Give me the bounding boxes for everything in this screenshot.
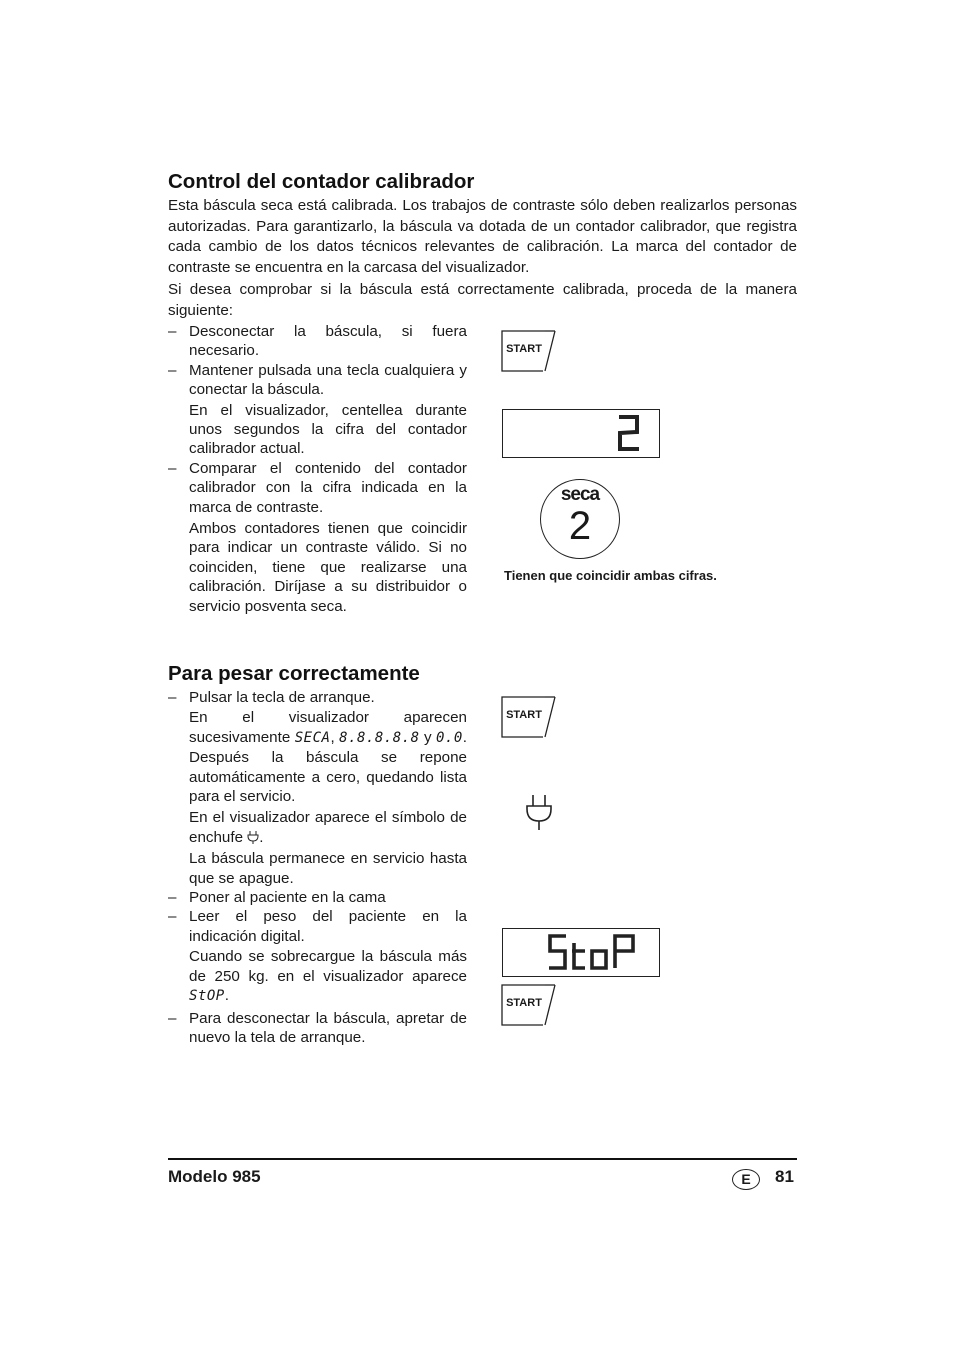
step-text: Desconectar la báscula, si fuera necesario. — [189, 323, 467, 360]
seal-caption: Tienen que coincidir ambas cifras. — [504, 568, 717, 583]
step-note — [168, 808, 467, 847]
list-item — [168, 322, 467, 361]
list-dash: – — [168, 459, 177, 477]
lcd-eights: 8.8.8.8.8 — [339, 729, 420, 746]
seal-number: 2 — [568, 504, 592, 548]
step-text: Pulsar la tecla de arranque. — [189, 689, 375, 706]
list-item — [168, 688, 467, 707]
step-note — [168, 947, 467, 1006]
plug-icon — [247, 830, 259, 844]
seal-brand: seca — [560, 484, 600, 505]
intro-paragraph: Esta báscula seca está calibrada. Los trabajos de contraste sólo deben realizarlos personas autorizadas. Para garantizarlo, la báscula va dotada de un contador calibrador, que registra cada cambio de los datos técnicos relevantes de calibración. La marca del contador de contraste se encuentra en la carcasa del visualizador. — [168, 197, 797, 276]
calibration-seal — [540, 479, 620, 559]
note-separator: y — [423, 728, 432, 746]
list-dash: – — [168, 689, 177, 706]
list-item — [168, 888, 467, 907]
instruction-paragraph: Si desea comprobar si la báscula está correctamente calibrada, proceda de la manera siguiente: — [168, 281, 797, 319]
plug-icon — [524, 792, 554, 832]
start-key-label: START — [506, 997, 542, 1009]
calibration-steps — [168, 322, 467, 616]
step-note: La báscula permanece en servicio hasta que se apague. — [189, 850, 467, 887]
step-text: Leer el peso del paciente en la indicación digital. — [189, 908, 467, 945]
step-text: Para desconectar la báscula, apretar de nuevo la tela de arranque. — [189, 1009, 467, 1046]
note-text: En el visualizador aparece el símbolo de enchufe — [189, 809, 467, 846]
lcd-digit-icon — [615, 414, 643, 452]
list-item — [168, 1009, 467, 1048]
start-key-label: START — [506, 709, 542, 721]
display-counter — [502, 409, 660, 458]
list-item — [168, 907, 467, 946]
list-dash: – — [168, 361, 177, 379]
lcd-seca: SECA — [294, 729, 331, 746]
note-text: En el visualizador aparecen sucesivamente — [189, 709, 467, 746]
step-text: Mantener pulsada una tecla cualquiera y conectar la báscula. — [189, 361, 467, 399]
section-title-weighing: Para pesar correctamente — [168, 662, 420, 685]
display-stop — [502, 928, 660, 977]
section-title-calibration: Control del contador calibrador — [168, 170, 475, 193]
lcd-stop-icon — [547, 933, 643, 971]
start-key-icon — [501, 330, 555, 372]
start-key-icon — [501, 984, 555, 1026]
step-text: Comparar el contenido del contador calibrador con la cifra indicada en la marca de contraste. — [189, 459, 467, 516]
weighing-steps — [168, 688, 467, 1047]
lcd-zero: 0.0 — [435, 729, 463, 746]
page-number: 81 — [775, 1167, 794, 1186]
list-dash: – — [168, 908, 177, 926]
step-note: En el visualizador, centellea durante unos segundos la cifra del contador calibrador actual. — [189, 401, 467, 458]
list-dash: – — [168, 889, 177, 907]
footer-model: Modelo 985 — [168, 1167, 261, 1186]
step-note: Ambos contadores tienen que coincidir para indicar un contraste válido. Si no coinciden, tiene que realizarse una calibración. Diríjase a su distribuidor o servicio posventa seca. — [189, 520, 467, 615]
note-separator: , — [330, 728, 335, 746]
note-text: . — [224, 987, 229, 1005]
note-text: . — [259, 828, 264, 846]
start-key-icon — [501, 696, 555, 738]
list-dash: – — [168, 1009, 177, 1027]
note-text: Cuando se sobrecargue la báscula más de 250 kg. en el visualizador aparece — [189, 948, 467, 985]
list-item — [168, 459, 467, 517]
lcd-stop: StOP — [189, 988, 225, 1005]
list-item — [168, 361, 467, 400]
step-note — [168, 708, 467, 806]
note-text: . Después la báscula se repone automáticamente a cero, quedando lista para el servicio. — [189, 728, 467, 806]
list-dash: – — [168, 323, 177, 340]
step-text: Poner al paciente en la cama — [189, 889, 386, 907]
start-key-label: START — [506, 343, 542, 355]
language-badge: E — [732, 1169, 760, 1190]
footer-divider — [168, 1158, 797, 1160]
